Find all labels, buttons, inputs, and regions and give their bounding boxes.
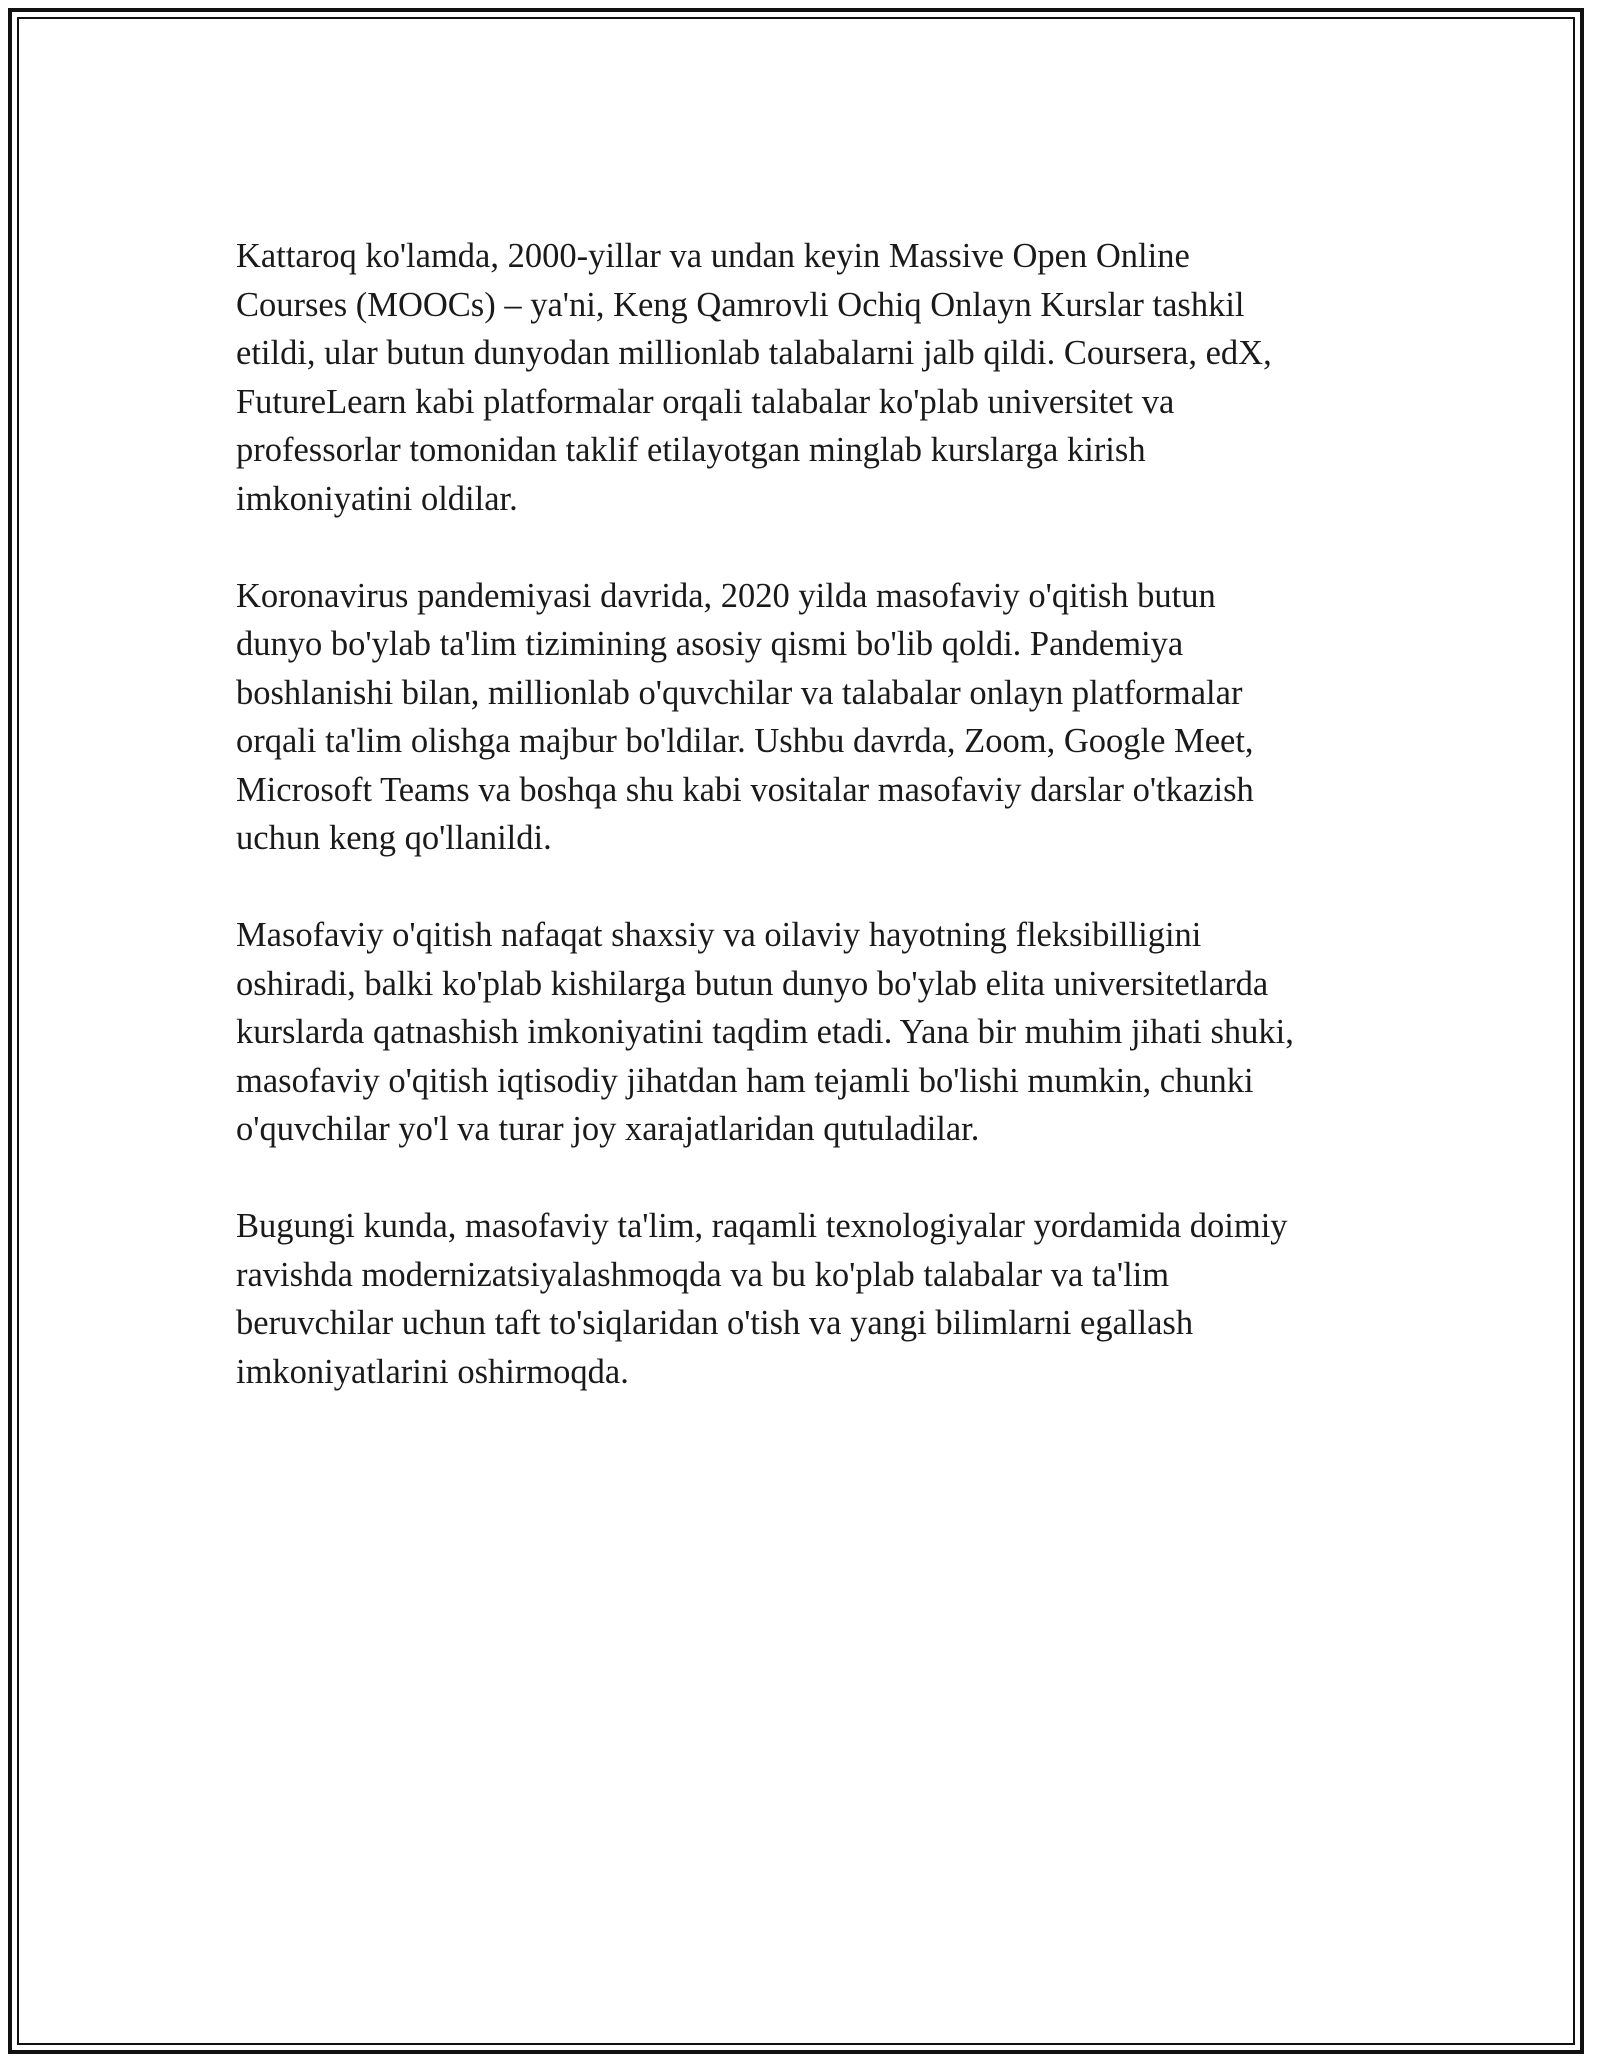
document-body (236, 232, 1376, 1445)
paragraph-pandemic: Koronavirus pandemiyasi davrida, 2020 yilda masofaviy o'qitish butun dunyo bo'ylab ta'lim tizimining asosiy qismi bo'lib qoldi. Pandemiya boshlanishi bilan, millionlab o'quvchilar va talabalar onlayn platformalar orqali ta'lim olishga majbur bo'ldilar. Ushbu davrda, Zoom, Google Meet, Microsoft Teams va boshqa shu kabi vositalar masofaviy darslar o'tkazish uchun keng qo'llanildi. (236, 576, 1254, 857)
paragraph-moocs: Kattaroq ko'lamda, 2000-yillar va undan keyin Massive Open Online Courses (MOOCs) – ya'ni, Keng Qamrovli Ochiq Onlayn Kurslar tashkil etildi, ular butun dunyodan millionlab talabalarni jalb qildi. Coursera, edX, FutureLearn kabi platformalar orqali talabalar ko'plab universitet va professorlar tomonidan taklif etilayotgan minglab kurslarga kirish imkoniyatini oldilar. (236, 237, 1272, 518)
paragraph-benefits: Masofaviy o'qitish nafaqat shaxsiy va oilaviy hayotning fleksibilligini oshiradi, balki ko'plab kishilarga butun dunyo bo'ylab elita universitetlarda kurslarda qatnashish imkoniyatini taqdim etadi. Yana bir muhim jihati shuki, masofaviy o'qitish iqtisodiy jihatdan ham tejamli bo'lishi mumkin, chunki o'quvchilar yo'l va turar joy xarajatlaridan qutuladilar. (236, 916, 1294, 1148)
paragraph-today: Bugungi kunda, masofaviy ta'lim, raqamli texnologiyalar yordamida doimiy ravishda modernizatsiyalashmoqda va bu ko'plab talabalar va ta'lim beruvchilar uchun taft to'siqlaridan o'tish va yangi bilimlarni egallash imkoniyatlarini oshirmoqda. (236, 1207, 1288, 1391)
